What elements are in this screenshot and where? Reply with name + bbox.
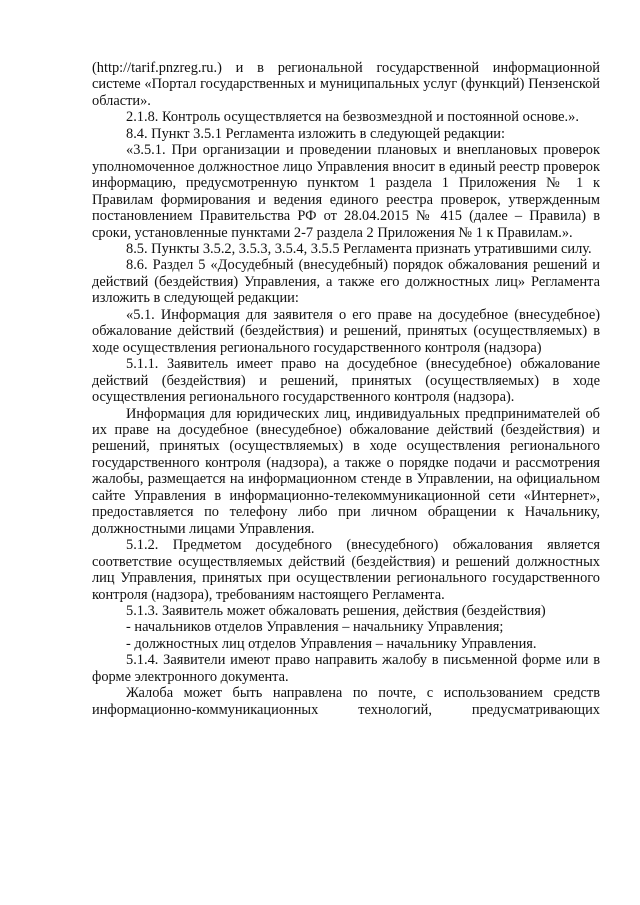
paragraph-complaint-delivery: Жалоба может быть направлена по почте, с использованием средств информационно-коммуникационных технологий, предусматривающих bbox=[92, 685, 600, 718]
paragraph-8-6: 8.6. Раздел 5 «Досудебный (внесудебный) порядок обжалования решений и действий (бездействия) Управления, а также его должностных лиц» Регламента изложить в следующей редакции: bbox=[92, 257, 600, 307]
paragraph-portal-info: (http://tarif.pnzreg.ru.) и в региональной государственной информационной системе «Портал государственных и муниципальных услуг (функций) Пензенской области». bbox=[92, 60, 600, 109]
paragraph-8-4: 8.4. Пункт 3.5.1 Регламента изложить в следующей редакции: bbox=[126, 125, 506, 142]
paragraph-5-1-3: 5.1.3. Заявитель может обжаловать решения, действия (бездействия) bbox=[126, 602, 546, 619]
paragraph-5-1-4: 5.1.4. Заявители имеют право направить жалобу в письменной форме или в форме электронного документа. bbox=[92, 652, 600, 685]
paragraph-info-for-legal-entities: Информация для юридических лиц, индивидуальных предпринимателей об их праве на досудебное (внесудебное) обжалование действий (бездействия) и решений, принятых (осуществляемых) в ходе осуществления регионального государственного контроля (надзора), а также о порядке подачи и рассмотрения жалобы, размещается на информационном стенде в Управлении, на официальном сайте Управления в информационно-телекоммуникационной сети «Интернет», предоставляется по телефону либо при личном обращении к Начальнику, должностными лицами Управления. bbox=[92, 405, 600, 537]
paragraph-3-5-1: «3.5.1. При организации и проведении плановых и внеплановых проверок уполномоченное должностное лицо Управления вносит в единый реестр проверок информацию, предусмотренную пунктом 1 раздела 1 Приложения № 1 к Правилам формирования и ведения единого реестра проверок, утвержденным постановлением Правительства РФ от 28.04.2015 № 415 (далее – Правила) в сроки, установленные пунктами 2-7 раздела 2 Приложения № 1 к Правилам.». bbox=[92, 142, 600, 241]
list-item-department-heads: - начальников отделов Управления – начальнику Управления; bbox=[126, 619, 504, 636]
paragraph-5-1-1: 5.1.1. Заявитель имеет право на досудебное (внесудебное) обжалование действий (бездействия) и решений, принятых (осуществляемых) в ходе осуществления регионального государственного контроля (надзора). bbox=[92, 356, 600, 406]
paragraph-8-5: 8.5. Пункты 3.5.2, 3.5.3, 3.5.4, 3.5.5 Регламента признать утратившими силу. bbox=[126, 240, 592, 257]
paragraph-5-1: «5.1. Информация для заявителя о его праве на досудебное (внесудебное) обжалование действий (бездействия) и решений, принятых (осуществляемых) в ходе осуществления регионального государственного контроля (надзора) bbox=[92, 306, 600, 356]
list-item-officials: - должностных лиц отделов Управления – начальнику Управления. bbox=[126, 635, 537, 652]
paragraph-5-1-2: 5.1.2. Предметом досудебного (внесудебного) обжалования является соответствие осуществляемых действий (бездействия) и решений должностных лиц Управления, принятых при осуществлении регионального государственного контроля (надзора), требованиям настоящего Регламента. bbox=[92, 537, 600, 603]
document-page bbox=[92, 60, 600, 718]
paragraph-2-1-8: 2.1.8. Контроль осуществляется на безвозмездной и постоянной основе.». bbox=[126, 109, 579, 126]
